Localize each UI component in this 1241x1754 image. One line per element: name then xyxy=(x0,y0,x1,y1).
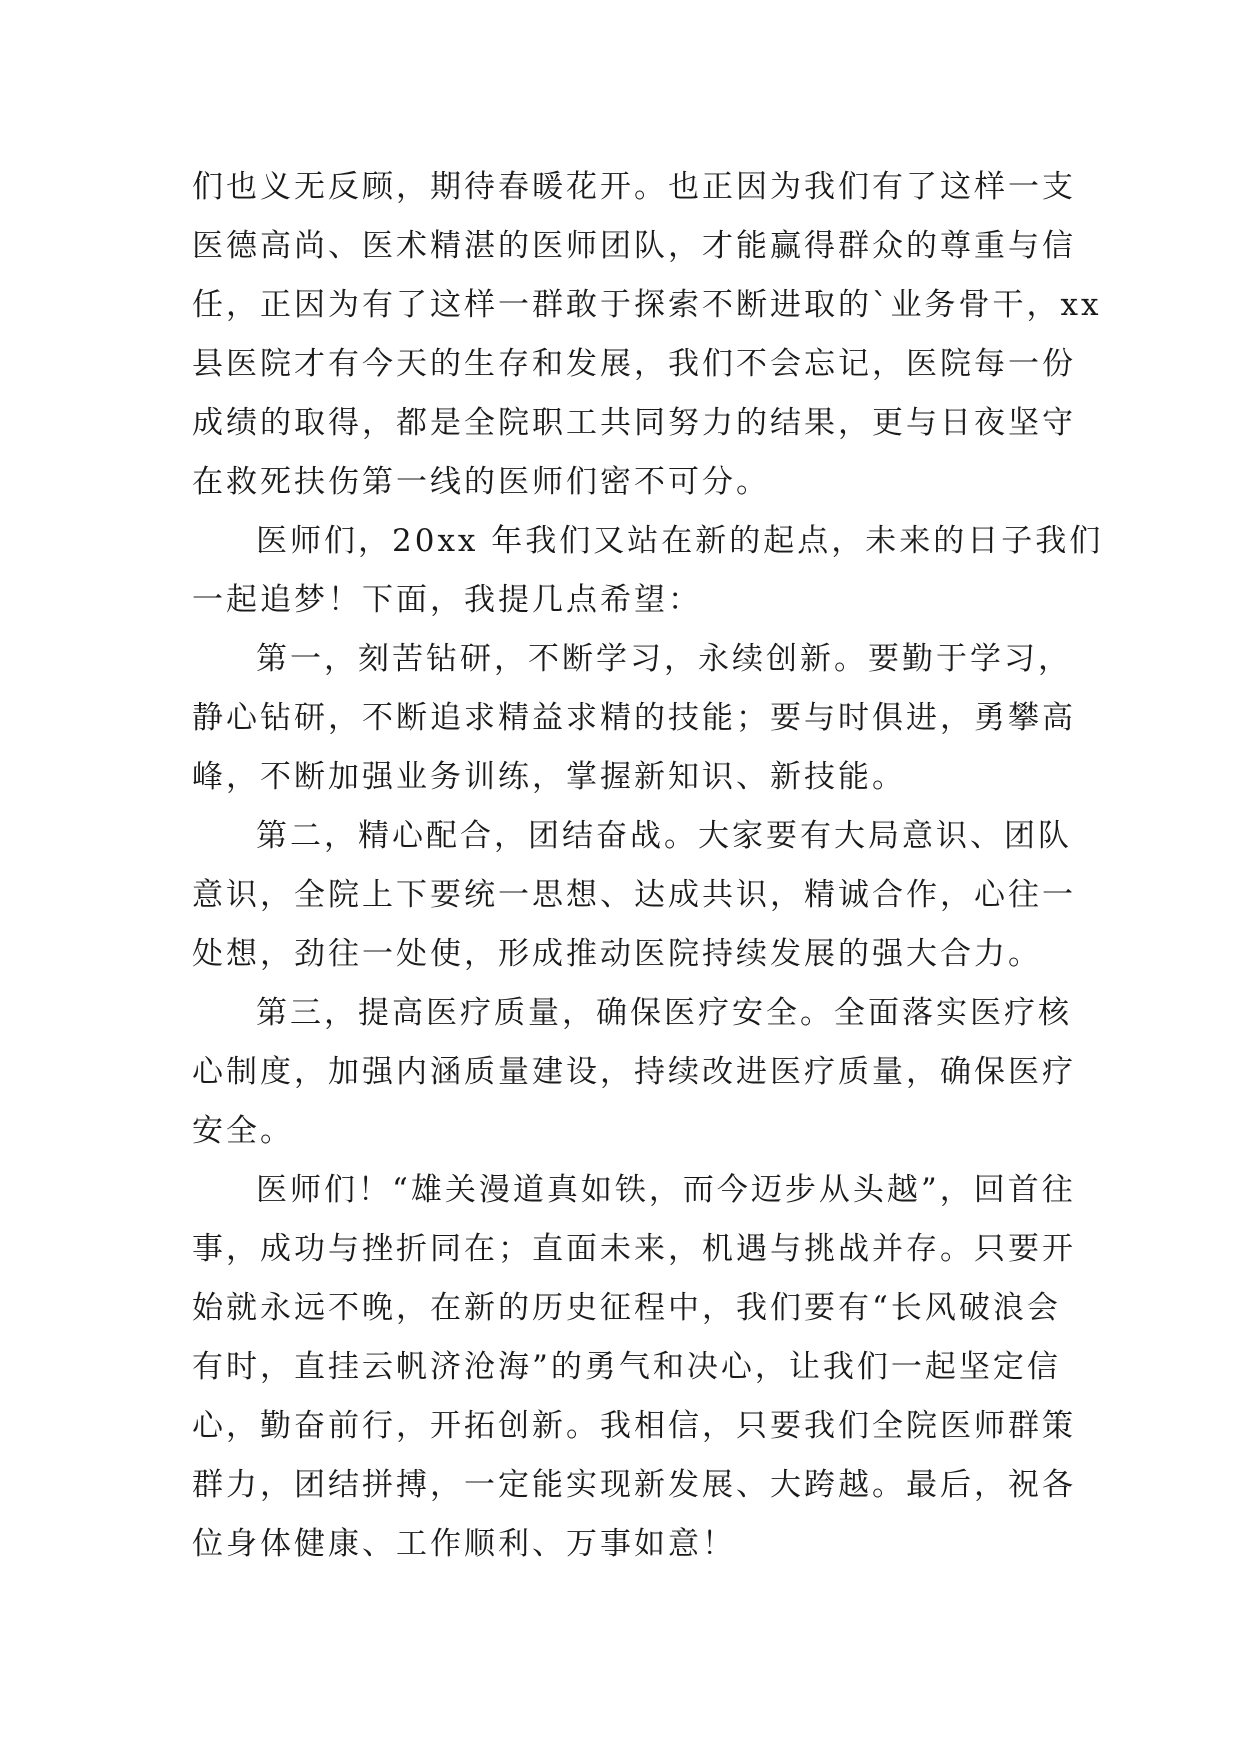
paragraph-1-line-4: 县医院才有今天的生存和发展，我们不会忘记，医院每一份 xyxy=(192,346,1076,382)
paragraph-3-line-1: 第一，刻苦钻研，不断学习，永续创新。要勤于学习， xyxy=(256,641,1072,677)
paragraph-1-line-5: 成绩的取得，都是全院职工共同努力的结果，更与日夜坚守 xyxy=(192,405,1076,441)
paragraph-5-line-3: 安全。 xyxy=(192,1113,294,1149)
paragraph-1-line-1: 们也义无反顾，期待春暖花开。也正因为我们有了这样一支 xyxy=(192,169,1076,205)
document-body xyxy=(192,158,1104,1574)
paragraph-1-line-6: 在救死扶伤第一线的医师们密不可分。 xyxy=(192,464,770,500)
paragraph-6-line-4: 有时，直挂云帆济沧海”的勇气和决心，让我们一起坚定信 xyxy=(192,1349,1061,1385)
paragraph-6-line-2: 事，成功与挫折同在；直面未来，机遇与挑战并存。只要开 xyxy=(192,1231,1076,1267)
paragraph-1-line-3: 任，正因为有了这样一群敢于探索不断进取的`业务骨干，xx xyxy=(192,287,1102,323)
paragraph-6-line-6: 群力，团结拼搏，一定能实现新发展、大跨越。最后，祝各 xyxy=(192,1467,1076,1503)
paragraph-5-line-1: 第三，提高医疗质量，确保医疗安全。全面落实医疗核 xyxy=(256,995,1072,1031)
paragraph-6-line-5: 心，勤奋前行，开拓创新。我相信，只要我们全院医师群策 xyxy=(192,1408,1076,1444)
paragraph-4-line-1: 第二，精心配合，团结奋战。大家要有大局意识、团队 xyxy=(256,818,1072,854)
paragraph-4-line-2: 意识，全院上下要统一思想、达成共识，精诚合作，心往一 xyxy=(192,877,1076,913)
paragraph-4-line-3: 处想，劲往一处使，形成推动医院持续发展的强大合力。 xyxy=(192,936,1042,972)
paragraph-5-line-2: 心制度，加强内涵质量建设，持续改进医疗质量，确保医疗 xyxy=(192,1054,1076,1090)
paragraph-2-line-1: 医师们，20xx 年我们又站在新的起点，未来的日子我们 xyxy=(256,523,1104,559)
paragraph-6-line-3: 始就永远不晚，在新的历史征程中，我们要有“长风破浪会 xyxy=(192,1290,1061,1326)
paragraph-3-line-3: 峰，不断加强业务训练，掌握新知识、新技能。 xyxy=(192,759,906,795)
paragraph-6-line-1: 医师们！“雄关漫道真如铁，而今迈步从头越”，回首往 xyxy=(256,1172,1076,1208)
paragraph-2-line-2: 一起追梦！下面，我提几点希望： xyxy=(192,582,702,618)
paragraph-3-line-2: 静心钻研，不断追求精益求精的技能；要与时俱进，勇攀高 xyxy=(192,700,1076,736)
paragraph-6-line-7: 位身体健康、工作顺利、万事如意！ xyxy=(192,1526,736,1562)
paragraph-1-line-2: 医德高尚、医术精湛的医师团队，才能赢得群众的尊重与信 xyxy=(192,228,1076,264)
